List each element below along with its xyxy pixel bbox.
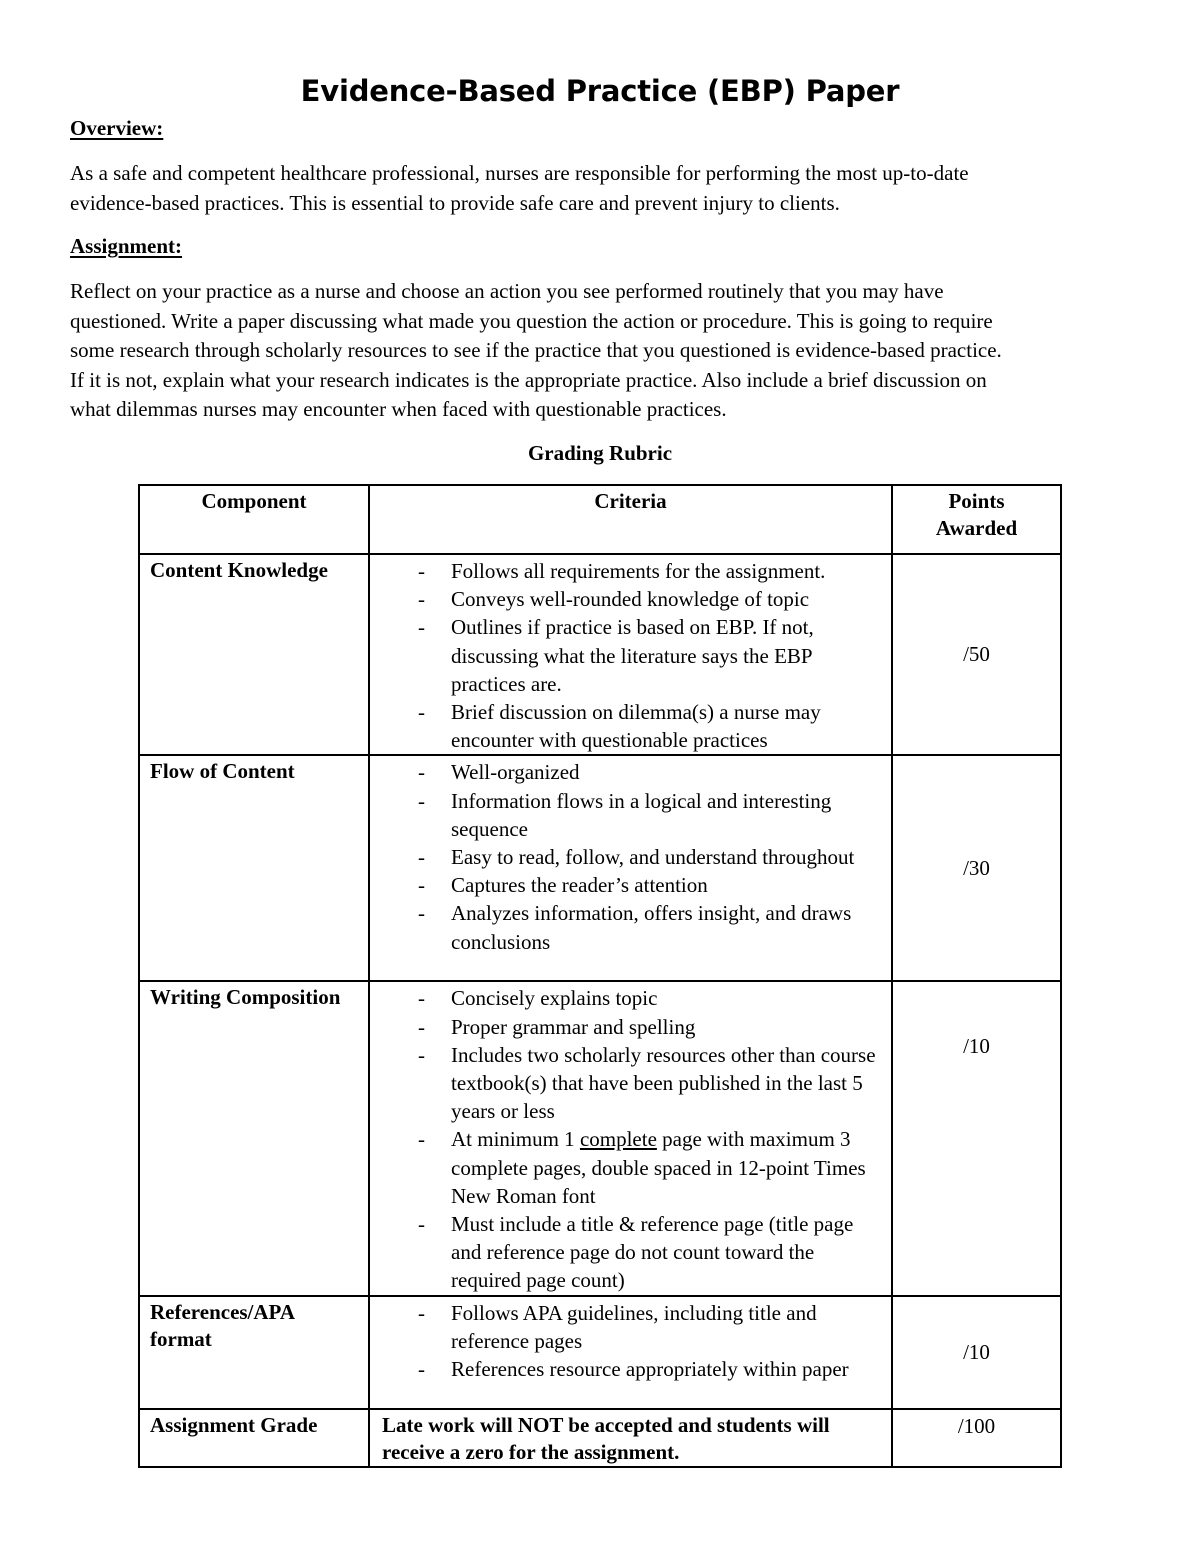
criteria-item: - Brief discussion on dilemma(s) a nurse may encounter with questionable practices <box>370 698 883 754</box>
criteria-item: - Follows APA guidelines, including title and reference pages <box>370 1299 883 1355</box>
assignment-line: If it is not, explain what your research indicates is the appropriate practice. Also include a brief discussion on <box>70 367 987 392</box>
overview-line: As a safe and competent healthcare professional, nurses are responsible for performing the most up-to-date <box>70 161 969 185</box>
assignment-heading: Assignment: <box>70 234 183 258</box>
criteria-item: - Easy to read, follow, and understand throughout <box>370 843 883 871</box>
criteria-cell <box>369 755 892 981</box>
assignment-paragraph <box>70 277 1130 425</box>
component-cell: Content Knowledge <box>139 554 369 755</box>
criteria-item: - Well-organized <box>370 758 883 786</box>
criteria-item: - Must include a title & reference page (title page and reference page do not count toward the required page count) <box>370 1210 883 1295</box>
criteria-item: - Captures the reader’s attention <box>370 871 883 899</box>
assignment-line: questioned. Write a paper discussing what made you question the action or procedure. This is going to require <box>70 308 993 333</box>
criteria-text-part: page with maximum 3 complete pages, double spaced in 12-point Times New Roman font <box>451 1127 866 1208</box>
points-cell: /10 <box>892 981 1061 1295</box>
criteria-item: - Includes two scholarly resources other than course textbook(s) that have been published in the last 5 years or less <box>370 1041 883 1126</box>
rubric-row-writing-composition <box>139 981 1061 1295</box>
assignment-line: what dilemmas nurses may encounter when faced with questionable practices. <box>70 397 727 421</box>
criteria-cell <box>369 554 892 755</box>
criteria-list <box>370 982 891 1294</box>
header-points-line: Awarded <box>935 516 1018 540</box>
rubric-row-content-knowledge <box>139 554 1061 755</box>
component-cell: Flow of Content <box>139 755 369 981</box>
document-title: Evidence-Based Practice (EBP) Paper <box>300 74 900 108</box>
points-cell: /30 <box>892 755 1061 981</box>
component-cell: References/APA format <box>139 1296 369 1409</box>
rubric-row-references-apa <box>139 1296 1061 1409</box>
criteria-item: - Proper grammar and spelling <box>370 1013 883 1041</box>
component-cell: Assignment Grade <box>139 1409 369 1467</box>
criteria-list <box>370 1297 891 1384</box>
rubric-title: Grading Rubric <box>527 441 673 465</box>
criteria-underlined-word: complete <box>579 1127 657 1152</box>
rubric-row-flow-of-content <box>139 755 1061 981</box>
overview-paragraph <box>70 159 1130 218</box>
rubric-header-row <box>139 485 1061 554</box>
header-points <box>892 485 1061 554</box>
points-cell: /10 <box>892 1296 1061 1409</box>
criteria-item: - Concisely explains topic <box>370 984 883 1012</box>
header-criteria: Criteria <box>369 485 892 554</box>
rubric-row-assignment-grade <box>139 1409 1061 1467</box>
points-cell: /50 <box>892 554 1061 755</box>
criteria-item: - Outlines if practice is based on EBP. If not, discussing what the literature says the EBP practices are. <box>370 613 883 698</box>
component-cell: Writing Composition <box>139 981 369 1295</box>
criteria-item: - References resource appropriately within paper <box>370 1355 883 1383</box>
assignment-line: some research through scholarly resources to see if the practice that you questioned is evidence-based practice. <box>70 338 1002 362</box>
late-work-note: Late work will NOT be accepted and students will receive a zero for the assignment. <box>369 1409 892 1467</box>
grading-rubric-table <box>138 484 1062 1468</box>
criteria-item-page-length <box>370 1125 883 1210</box>
criteria-cell <box>369 981 892 1295</box>
points-cell: /100 <box>892 1409 1061 1467</box>
header-points-line: Points <box>948 489 1005 513</box>
criteria-cell <box>369 1296 892 1409</box>
criteria-list <box>370 756 891 955</box>
header-component: Component <box>139 485 369 554</box>
overview-heading: Overview: <box>70 116 164 140</box>
criteria-item: - Conveys well-rounded knowledge of topic <box>370 585 883 613</box>
criteria-text-part: At minimum 1 <box>451 1127 580 1152</box>
criteria-item: - Analyzes information, offers insight, and draws conclusions <box>370 899 883 955</box>
criteria-item: - Information flows in a logical and interesting sequence <box>370 787 883 843</box>
criteria-list <box>370 555 891 754</box>
criteria-item: - Follows all requirements for the assignment. <box>370 557 883 585</box>
assignment-line: Reflect on your practice as a nurse and choose an action you see performed routinely that you may have <box>70 279 944 303</box>
overview-line: evidence-based practices. This is essential to provide safe care and prevent injury to clients. <box>70 190 840 215</box>
